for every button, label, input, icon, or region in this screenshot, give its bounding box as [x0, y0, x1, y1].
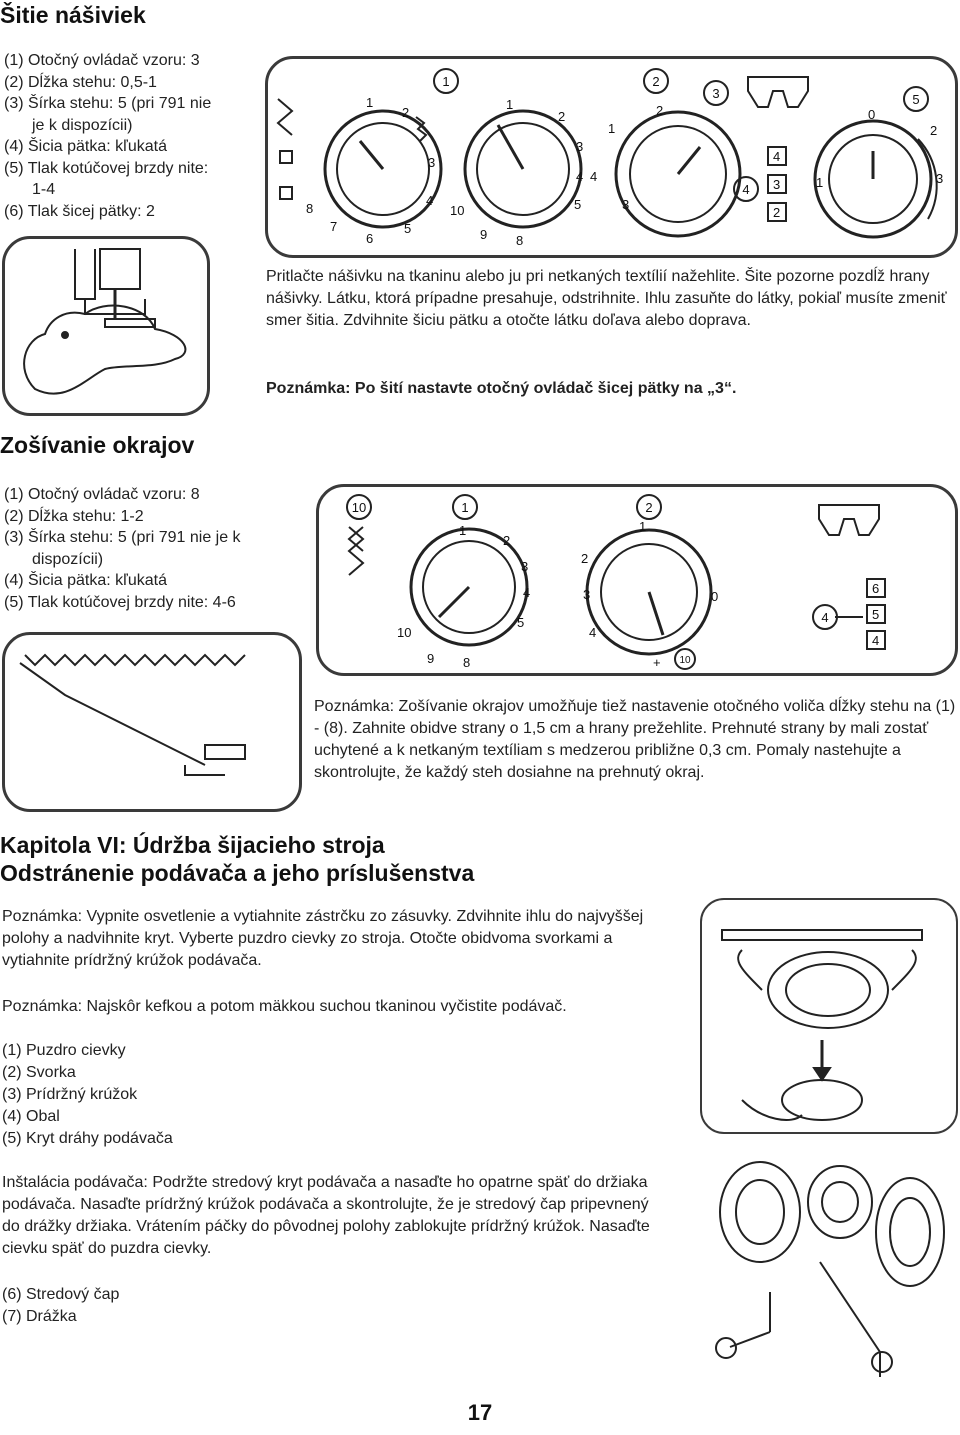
svg-text:10: 10 — [679, 655, 691, 666]
hook-exploded-sketch — [700, 1142, 958, 1382]
part-item: (6) Stredový čap — [2, 1286, 120, 1303]
part-item: (1) Puzdro cievky — [2, 1042, 126, 1059]
svg-text:4: 4 — [426, 193, 434, 208]
settings-item: je k dispozícii) — [32, 116, 133, 134]
svg-text:5: 5 — [574, 197, 582, 212]
svg-text:2: 2 — [503, 533, 511, 548]
svg-text:3: 3 — [622, 197, 630, 212]
settings-item: (5) Tlak kotúčovej brzdy nite: — [4, 159, 209, 177]
svg-text:0: 0 — [711, 589, 719, 604]
svg-text:8: 8 — [306, 201, 314, 216]
part-item: (2) Svorka — [2, 1064, 76, 1081]
dial-settings-diagram-hemming — [316, 484, 958, 676]
applique-settings-list — [4, 50, 274, 222]
circle-label: 3 — [712, 86, 720, 101]
svg-text:8: 8 — [516, 233, 524, 248]
page-number: 17 — [467, 1400, 493, 1425]
circle-label: 1 — [461, 500, 469, 515]
svg-text:1: 1 — [639, 519, 647, 534]
settings-item: (1) Otočný ovládač vzoru: 3 — [4, 52, 200, 69]
dial-illustration — [319, 487, 955, 673]
svg-text:9: 9 — [427, 651, 435, 666]
svg-text:4: 4 — [872, 633, 880, 648]
svg-text:0: 0 — [868, 107, 876, 122]
svg-text:5: 5 — [404, 221, 412, 236]
hemming-settings-list — [4, 484, 304, 613]
parts-list-2 — [2, 1284, 302, 1328]
installation-instructions: Inštalácia podávača: Podržte stredový kryt podávača a nasaďte ho opatrne späť do držiaka podávača. Nasaďte prídržný krúžok podávača a skontrolujte, že je stredový čap pripevnený do drážky držiaka. Vrátením páčky do pôvodnej polohy zablokujte prídržný krúžok. Nasaďte cievku späť do puzdra cievky. — [2, 1174, 650, 1257]
settings-item: (2) Dĺžka stehu: 1-2 — [4, 507, 144, 525]
svg-text:4: 4 — [590, 169, 598, 184]
svg-text:3: 3 — [576, 139, 584, 154]
hook-install-illustration — [700, 1142, 958, 1382]
section-title-removal: Odstránenie podávača a jeho príslušenstva — [0, 860, 475, 886]
parts-list — [2, 1040, 302, 1150]
blind-hem-sketch — [5, 635, 299, 809]
svg-text:5: 5 — [517, 615, 525, 630]
section-title-hemming: Zošívanie okrajov — [0, 432, 195, 458]
part-item: (3) Prídržný krúžok — [2, 1086, 138, 1103]
svg-text:2: 2 — [581, 551, 589, 566]
svg-text:4: 4 — [576, 169, 584, 184]
svg-text:3: 3 — [428, 155, 436, 170]
svg-text:3: 3 — [583, 587, 591, 602]
part-item: (7) Drážka — [2, 1308, 77, 1325]
circle-label: 4 — [821, 610, 829, 625]
circle-label: 1 — [442, 74, 450, 89]
svg-text:1: 1 — [816, 175, 824, 190]
settings-item: (3) Šírka stehu: 5 (pri 791 nie je k — [4, 529, 241, 546]
circle-label: 10 — [351, 500, 367, 515]
settings-item: 1-4 — [32, 181, 56, 198]
svg-text:10: 10 — [397, 625, 412, 640]
svg-text:2: 2 — [558, 109, 566, 124]
svg-text:4: 4 — [773, 149, 781, 164]
circle-label: 5 — [912, 92, 920, 107]
hook-assembly-sketch — [702, 900, 956, 1132]
svg-text:5: 5 — [872, 607, 880, 622]
svg-text:6: 6 — [872, 581, 880, 596]
svg-text:8: 8 — [463, 655, 471, 670]
hook-removal-illustration — [700, 898, 958, 1134]
svg-text:3: 3 — [521, 559, 529, 574]
presser-foot-sketch — [5, 239, 207, 413]
maintenance-note-1: Poznámka: Vypnite osvetlenie a vytiahnite zástrčku zo zásuvky. Zdvihnite ihlu do najvyššej polohy a nadvihnite kryt. Vyberte puzdro cievky zo stroja. Otočte obidvoma svorkami a vytiahnite prídržný krúžok podávača. — [2, 908, 644, 969]
svg-text:1: 1 — [459, 523, 467, 538]
applique-sewing-illustration — [2, 236, 210, 416]
part-item: (5) Kryt dráhy podávača — [2, 1130, 173, 1147]
svg-text:2: 2 — [773, 205, 781, 220]
svg-text:+: + — [653, 655, 661, 670]
svg-text:2: 2 — [656, 103, 664, 118]
settings-item: (6) Tlak šicej pätky: 2 — [4, 202, 155, 220]
svg-text:1: 1 — [506, 97, 514, 112]
circle-label: 4 — [742, 182, 750, 197]
svg-text:7: 7 — [330, 219, 338, 234]
circle-label: 2 — [652, 74, 660, 89]
settings-item: (3) Šírka stehu: 5 (pri 791 nie — [4, 95, 212, 112]
svg-text:1: 1 — [608, 121, 616, 136]
svg-text:9: 9 — [480, 227, 488, 242]
hemming-note: Poznámka: Zošívanie okrajov umožňuje tiež nastavenie otočného voliča dĺžky stehu na (1) - (8). Zahnite obidve strany o 1,5 cm a hrany prežehlite. Prehnuté strany by mali zostať uchytené a k netkaným textíliam s medzerou približne 0,3 cm. Pomaly nastehujte a skontrolujte, že každý steh dosiahne na prehnutý okraj. — [314, 698, 956, 781]
svg-text:4: 4 — [589, 625, 597, 640]
settings-item: dispozícii) — [32, 550, 104, 568]
svg-text:2: 2 — [930, 123, 938, 138]
settings-item: (5) Tlak kotúčovej brzdy nite: 4-6 — [4, 593, 236, 611]
svg-text:1: 1 — [366, 95, 374, 110]
svg-text:3: 3 — [773, 177, 781, 192]
settings-item: (1) Otočný ovládač vzoru: 8 — [4, 486, 200, 503]
svg-text:2: 2 — [402, 105, 410, 120]
dial-illustration — [268, 59, 955, 255]
hem-stitch-illustration — [2, 632, 302, 812]
settings-item: (2) Dĺžka stehu: 0,5-1 — [4, 73, 157, 91]
settings-item: (4) Šicia pätka: kľukatá — [4, 572, 167, 589]
chapter-title: Kapitola VI: Údržba šijacieho stroja — [0, 832, 385, 858]
svg-text:10: 10 — [450, 203, 465, 218]
part-item: (4) Obal — [2, 1108, 60, 1125]
section-title-applique: Šitie nášiviek — [0, 2, 146, 28]
circle-label: 2 — [645, 500, 653, 515]
svg-text:3: 3 — [936, 171, 944, 186]
svg-text:6: 6 — [366, 231, 374, 246]
applique-note: Poznámka: Po šití nastavte otočný ovládač šicej pätky na „3“. — [266, 380, 737, 397]
maintenance-note-2: Poznámka: Najskôr kefkou a potom mäkkou suchou tkaninou vyčistite podávač. — [2, 998, 567, 1015]
settings-item: (4) Šicia pätka: kľukatá — [4, 138, 167, 155]
applique-instructions: Pritlačte nášivku na tkaninu alebo ju pri netkaných textílií nažehlite. Šite pozorne pozdĺž hrany nášivky. Látku, ktorá prípadne presahuje, odstrihnite. Ihlu zasuňte do látky, pokiaľ musíte zmeniť smer šitia. Zdvihnite šiciu pätku a otočte látku doľava alebo doprava. — [266, 268, 947, 329]
svg-text:4: 4 — [523, 585, 531, 600]
dial-settings-diagram-applique — [265, 56, 958, 258]
